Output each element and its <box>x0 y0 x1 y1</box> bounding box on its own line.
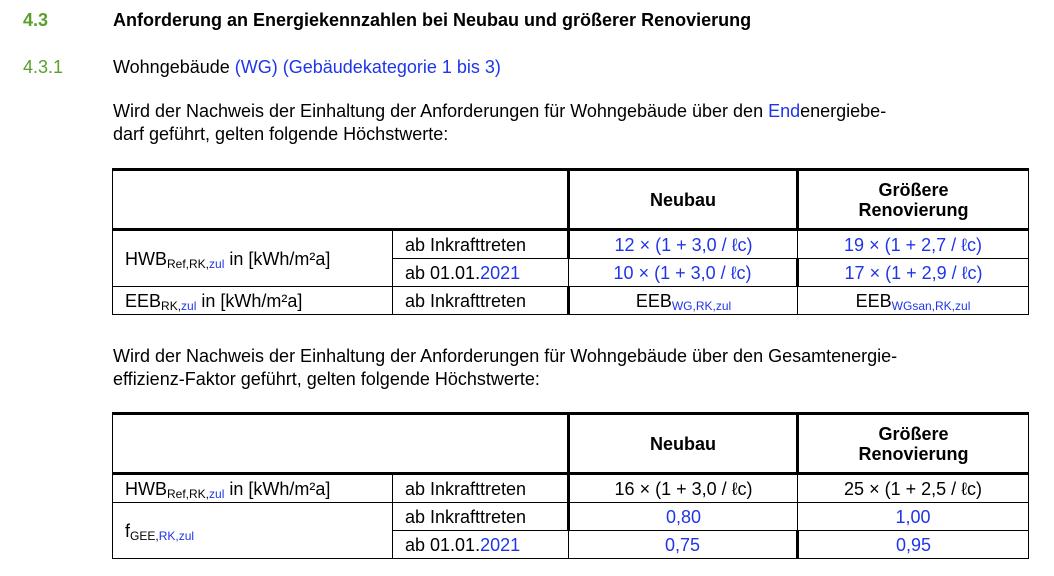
table-header-row <box>113 170 1029 230</box>
table-endenergie <box>112 168 1029 315</box>
subsection-number: 4.3.1 <box>23 57 64 77</box>
paragraph-1: Wird der Nachweis der Einhaltung der Anforderungen für Wohngebäude über den Endenergiebe- darf geführt, gelten folgende Höchstwerte: <box>113 101 887 144</box>
header-renovierung: Größere Renovierung <box>798 170 1029 230</box>
table-row: ab 01.01.2021 0,75 0,95 <box>113 531 1029 559</box>
header-neubau: Neubau <box>569 170 798 230</box>
table-header-row <box>113 414 1029 474</box>
table-row: $EEB_{RK,zul}$ in [kWh/m²a] ab Inkrafttreten $EEB_{WG,RK,zul}$ $EEB_{WGsan,RK,zul}$ <box>113 287 1029 315</box>
table-row: $HWB_{Ref,RK,zul}$ in [kWh/m²a] ab Inkrafttreten 12 × (1 + 3,0 / ℓc) 19 × (1 + 2,7 / ℓc) <box>113 230 1029 259</box>
header-renovierung: Größere Renovierung <box>798 414 1029 474</box>
paragraph-2: Wird der Nachweis der Einhaltung der Anforderungen für Wohngebäude über den Gesamtenergie- effizienz-Faktor geführt, gelten folgende Höchstwerte: <box>113 346 898 389</box>
hwb-label: $HWB_{Ref,RK,zul}$ in [kWh/m²a] <box>113 474 393 503</box>
header-neubau: Neubau <box>569 414 798 474</box>
table-row: ab 01.01.2021 10 × (1 + 3,0 / ℓc) 17 × (1 + 2,9 / ℓc) <box>113 259 1029 287</box>
table-row: $HWB_{Ref,RK,zul}$ in [kWh/m²a] ab Inkrafttreten 16 × (1 + 3,0 / ℓc) 25 × (1 + 2,5 / ℓc) <box>113 474 1029 503</box>
table-gesamtenergieeffizienz <box>112 412 1029 559</box>
table-row: $f_{GEE,RK,zul}$ ab Inkrafttreten 0,80 1,00 <box>113 503 1029 531</box>
section-title: Anforderung an Energiekennzahlen bei Neubau und größerer Renovierung <box>113 10 752 30</box>
section-number: 4.3 <box>23 10 49 30</box>
eeb-label: $EEB_{RK,zul}$ in [kWh/m²a] <box>113 287 393 315</box>
subsection-title: Wohngebäude (WG) (Gebäudekategorie 1 bis 3) <box>113 57 501 77</box>
hwb-label: $HWB_{Ref,RK,zul}$ in [kWh/m²a] <box>113 230 393 287</box>
section-heading <box>23 10 48 31</box>
fgee-label: $f_{GEE,RK,zul}$ <box>113 503 393 559</box>
